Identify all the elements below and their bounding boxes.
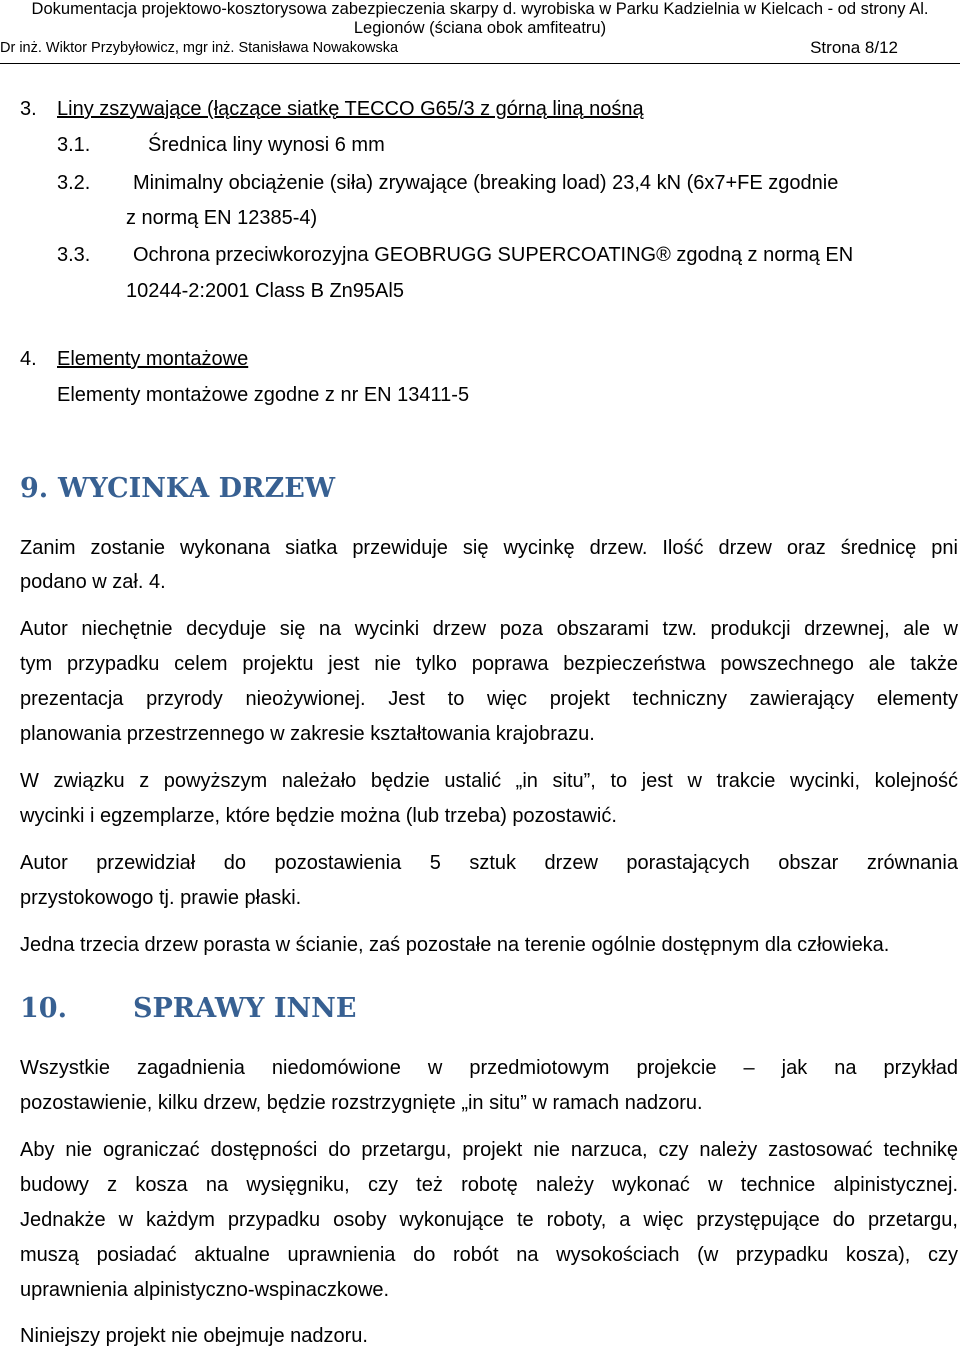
section-9-paragraph-2-line-1: Autor niechętnie decyduje się na wycinki drzew poza obszarami tzw. produkcji drzewnej, ale w — [20, 618, 958, 640]
item-3-number: 3. — [20, 98, 37, 120]
section-9-paragraph-4-line-1: Autor przewidział do pozostawienia 5 sztuk drzew porastających obszar zrównania — [20, 852, 958, 874]
section-9-paragraph-4-line-2: przystokowogo tj. prawie płaski. — [20, 887, 302, 909]
section-10-heading: SPRAWY INNE — [133, 993, 357, 1024]
item-4-text: Elementy montażowe zgodne z nr EN 13411-5 — [57, 384, 470, 406]
item-3-1-number: 3.1. — [57, 134, 91, 156]
header-divider — [0, 63, 960, 64]
item-4-title: Elementy montażowe — [57, 348, 249, 370]
section-9-paragraph-2-line-4: planowania przestrzennego w zakresie kształtowania krajobrazu. — [20, 723, 595, 745]
item-3-2-text-line-1: Minimalny obciążenie (siła) zrywające (breaking load) 23,4 kN (6x7+FE zgodnie — [133, 172, 839, 194]
section-9-paragraph-1-line-1: Zanim zostanie wykonana siatka przewiduje się wycinkę drzew. Ilość drzew oraz średnicę pni — [20, 537, 958, 559]
section-9-paragraph-2-line-3: prezentacja przyrody nieożywionej. Jest to więc projekt techniczny zawierający elementy — [20, 688, 958, 710]
item-3-2-text-line-2: z normą EN 12385-4) — [126, 207, 318, 229]
section-9-heading: WYCINKA DRZEW — [58, 473, 336, 504]
section-10-paragraph-3: Niniejszy projekt nie obejmuje nadzoru. — [20, 1325, 368, 1347]
section-10-paragraph-2-line-1: Aby nie ograniczać dostępności do przetargu, projekt nie narzuca, czy należy zastosować technikę — [20, 1139, 958, 1161]
section-10-paragraph-1-line-2: pozostawienie, kilku drzew, będzie rozstrzygnięte „in situ” w ramach nadzoru. — [20, 1092, 703, 1114]
item-3-3-number: 3.3. — [57, 244, 91, 266]
item-3-title: Liny zszywające (łączące siatkę TECCO G65/3 z górną liną nośną — [57, 98, 644, 120]
header-title-line-1: Dokumentacja projektowo-kosztorysowa zabezpieczenia skarpy d. wyrobiska w Parku Kadzielnia w Kielcach - od strony Al. — [31, 0, 929, 18]
page-number: Strona 8/12 — [810, 38, 898, 57]
section-10-number: 10. — [20, 993, 67, 1024]
header-authors: Dr inż. Wiktor Przybyłowicz, mgr inż. Stanisława Nowakowska — [0, 40, 399, 56]
section-9-paragraph-3-line-1: W związku z powyższym należało będzie ustalić „in situ”, to jest w trakcie wycinki, kolejność — [20, 770, 958, 792]
item-4-number: 4. — [20, 348, 37, 370]
section-10-paragraph-2-line-4: muszą posiadać aktualne uprawnienia do robót na wysokościach (w przypadku kosza), czy — [20, 1244, 958, 1266]
item-3-3-text-line-2: 10244-2:2001 Class B Zn95Al5 — [126, 280, 404, 302]
section-9-number: 9. — [20, 473, 49, 504]
section-10-paragraph-2-line-3: Jednakże w każdym przypadku osoby wykonujące te roboty, a więc przystępujące do przetargu, — [20, 1209, 958, 1231]
item-3-3-text-line-1: Ochrona przeciwkorozyjna GEOBRUGG SUPERCOATING® zgodną z normą EN — [133, 244, 854, 266]
section-10-paragraph-2-line-2: budowy z kosza na wysięgniku, czy też robotę należy wykonać w technice alpinistycznej. — [20, 1174, 958, 1196]
section-9-paragraph-3-line-2: wycinki i egzemplarze, które będzie można (lub trzeba) pozostawić. — [20, 805, 617, 827]
section-9-paragraph-5: Jedna trzecia drzew porasta w ścianie, zaś pozostałe na terenie ogólnie dostępnym dla człowieka. — [20, 934, 890, 956]
section-9-paragraph-2-line-2: tym przypadku celem projektu jest nie tylko poprawa bezpieczeństwa powszechnego ale także — [20, 653, 958, 675]
section-10-paragraph-2-line-5: uprawnienia alpinistyczno-wspinaczkowe. — [20, 1279, 390, 1301]
item-3-2-number: 3.2. — [57, 172, 91, 194]
item-3-1-text: Średnica liny wynosi 6 mm — [148, 134, 385, 156]
header-title-line-2: Legionów (ściana obok amfiteatru) — [353, 19, 607, 37]
section-10-paragraph-1-line-1: Wszystkie zagadnienia niedomówione w przedmiotowym projekcie – jak na przykład — [20, 1057, 958, 1079]
section-9-paragraph-1-line-2: podano w zał. 4. — [20, 571, 166, 593]
